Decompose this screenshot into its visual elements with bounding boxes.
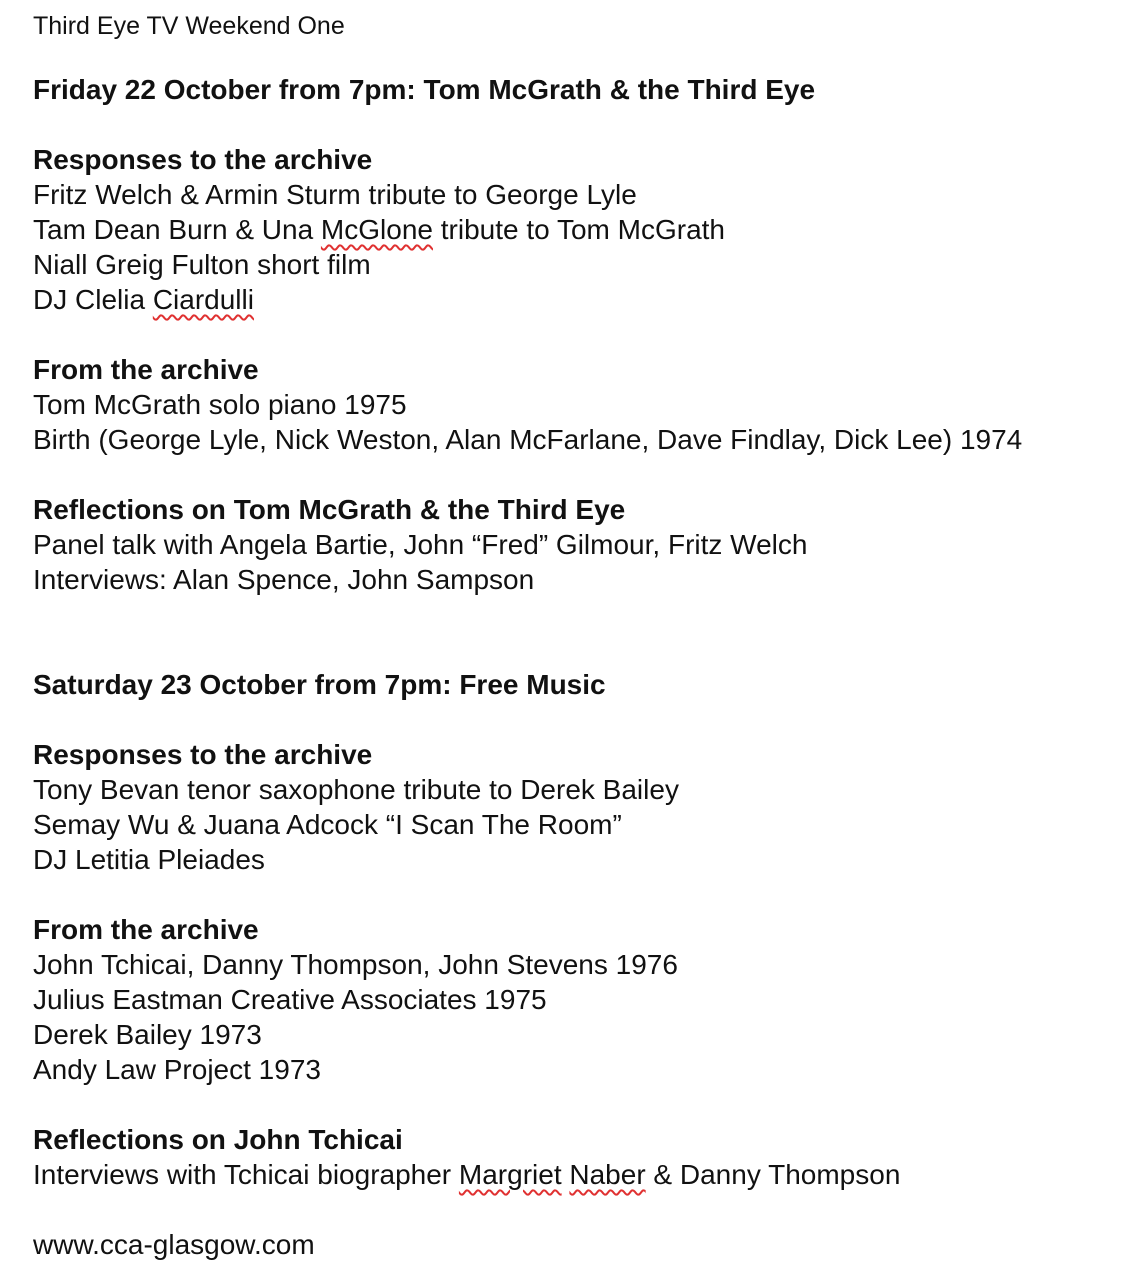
spellcheck-flagged-word[interactable]: Ciardulli xyxy=(152,284,254,315)
saturday-heading: Saturday 23 October from 7pm: Free Music xyxy=(33,669,606,700)
friday-reflections-line: Interviews: Alan Spence, John Sampson xyxy=(33,564,535,595)
friday-responses-line xyxy=(33,282,725,317)
saturday-responses-line: DJ Letitia Pleiades xyxy=(33,844,265,875)
saturday-responses-section xyxy=(33,737,679,877)
friday-responses-line: Fritz Welch & Armin Sturm tribute to George Lyle xyxy=(33,179,637,210)
text-fragment: & Danny Thompson xyxy=(645,1159,901,1190)
document-title: Third Eye TV Weekend One xyxy=(33,12,345,40)
spellcheck-flagged-word[interactable]: Margriet xyxy=(458,1159,562,1190)
friday-archive-line: Birth (George Lyle, Nick Weston, Alan McFarlane, Dave Findlay, Dick Lee) 1974 xyxy=(33,424,1023,455)
saturday-reflections-heading: Reflections on John Tchicai xyxy=(33,1124,403,1155)
text-fragment: Interviews with Tchicai biographer xyxy=(33,1159,459,1190)
text-fragment: DJ Clelia xyxy=(33,284,153,315)
saturday-reflections-section xyxy=(33,1122,900,1192)
saturday-archive-line: Andy Law Project 1973 xyxy=(33,1054,321,1085)
friday-responses-section xyxy=(33,142,725,317)
website-url: www.cca-glasgow.com xyxy=(33,1229,315,1260)
saturday-responses-heading: Responses to the archive xyxy=(33,739,373,770)
spellcheck-flagged-word[interactable]: Naber xyxy=(569,1159,646,1190)
friday-heading: Friday 22 October from 7pm: Tom McGrath & the Third Eye xyxy=(33,74,816,105)
text-fragment: tribute to Tom McGrath xyxy=(432,214,725,245)
friday-archive-heading: From the archive xyxy=(33,354,259,385)
saturday-responses-line: Tony Bevan tenor saxophone tribute to Derek Bailey xyxy=(33,774,679,805)
friday-reflections-heading: Reflections on Tom McGrath & the Third Eye xyxy=(33,494,626,525)
saturday-archive-line: John Tchicai, Danny Thompson, John Stevens 1976 xyxy=(33,949,678,980)
saturday-archive-line: Derek Bailey 1973 xyxy=(33,1019,262,1050)
friday-reflections-section xyxy=(33,492,807,597)
friday-archive-line: Tom McGrath solo piano 1975 xyxy=(33,389,407,420)
saturday-archive-heading: From the archive xyxy=(33,914,259,945)
friday-responses-line xyxy=(33,212,725,247)
friday-responses-line: Niall Greig Fulton short film xyxy=(33,249,371,280)
saturday-responses-line: Semay Wu & Juana Adcock “I Scan The Room” xyxy=(33,809,622,840)
friday-responses-heading: Responses to the archive xyxy=(33,144,373,175)
friday-archive-section xyxy=(33,352,1022,457)
saturday-archive-line: Julius Eastman Creative Associates 1975 xyxy=(33,984,547,1015)
spellcheck-flagged-word[interactable]: McGlone xyxy=(320,214,433,245)
saturday-archive-section xyxy=(33,912,678,1087)
friday-reflections-line: Panel talk with Angela Bartie, John “Fred” Gilmour, Fritz Welch xyxy=(33,529,808,560)
text-fragment: Tam Dean Burn & Una xyxy=(33,214,321,245)
saturday-reflections-line xyxy=(33,1157,900,1192)
